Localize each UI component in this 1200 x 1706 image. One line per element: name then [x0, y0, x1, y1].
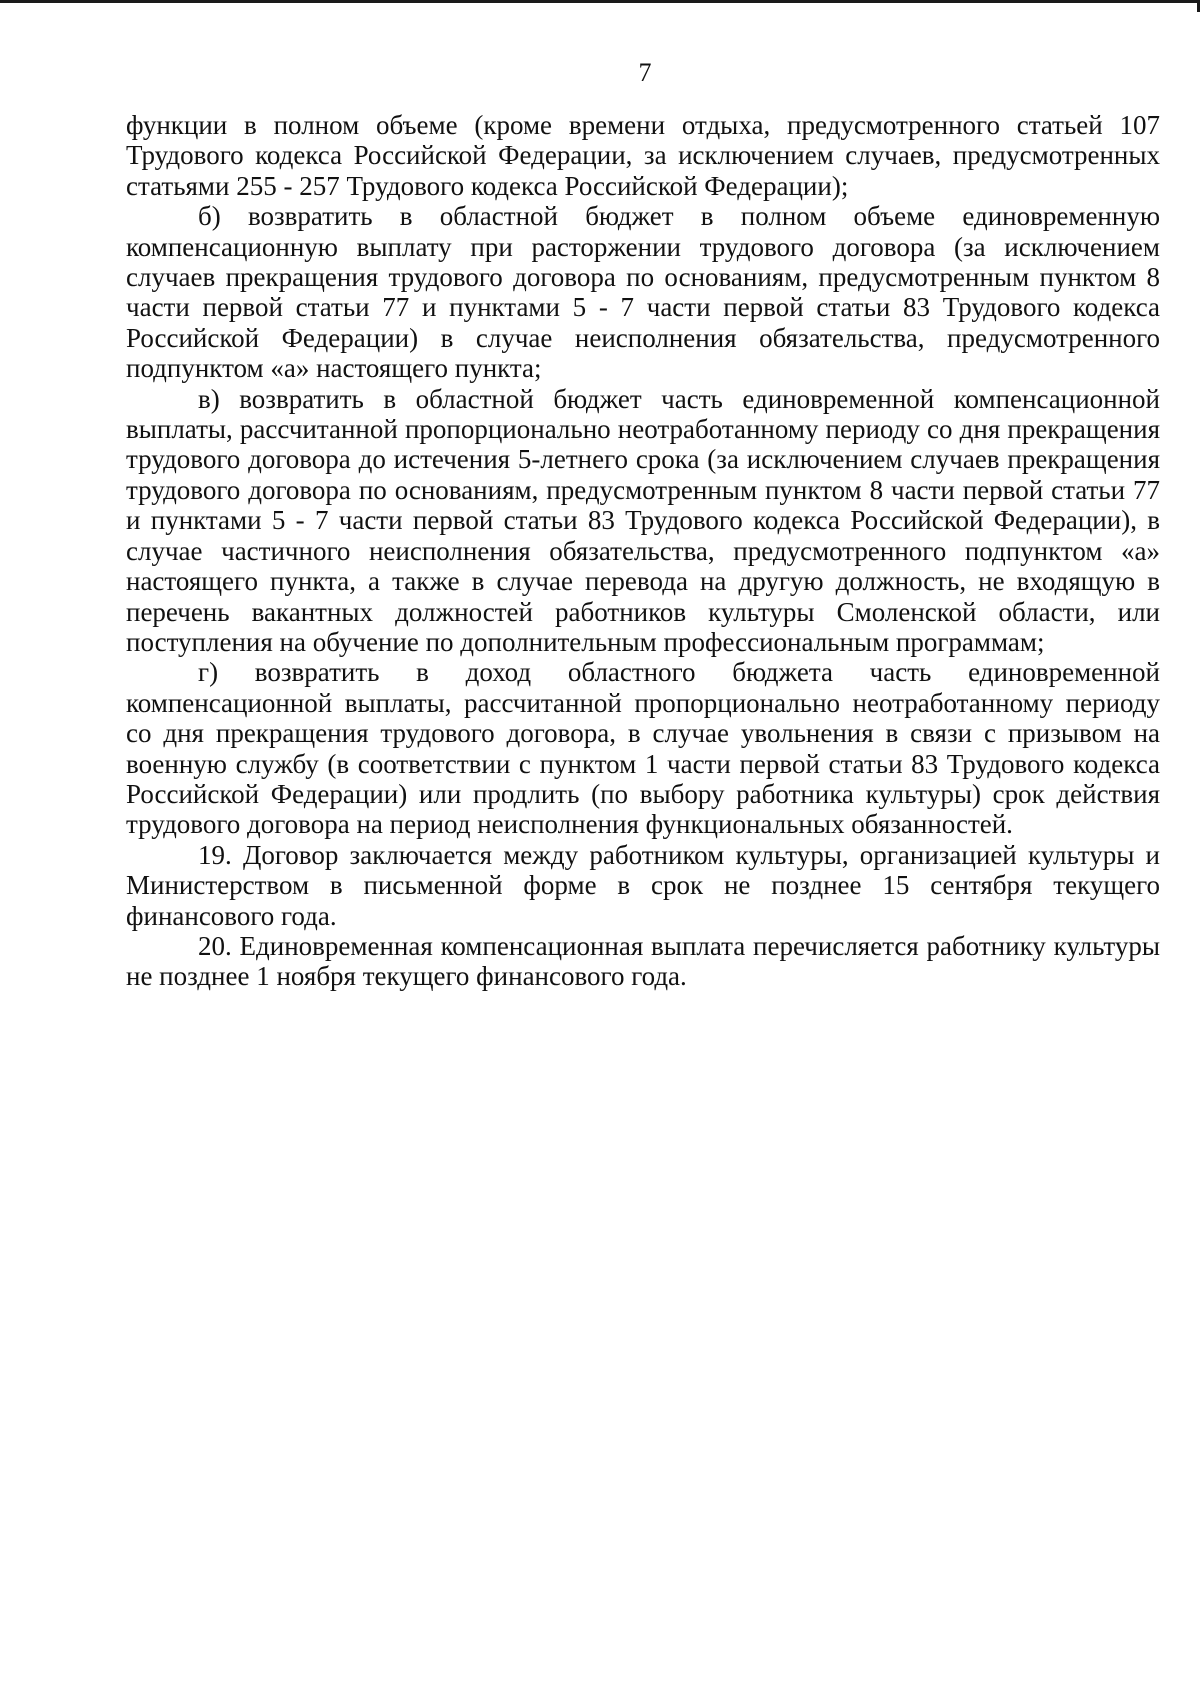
- paragraph-continuation: функции в полном объеме (кроме времени отдыха, предусмотренного статьей 107 Трудового кодекса Российской Федерации, за исключением случаев, предусмотренных статьями 255 - 257 Трудового кодекса Российской Федерации);: [126, 110, 1160, 201]
- page-number: 7: [638, 58, 652, 87]
- scan-top-edge: [0, 0, 1200, 3]
- paragraph-item-19: 19. Договор заключается между работником культуры, организацией культуры и Министерством в письменной форме в срок не позднее 15 сентября текущего финансового года.: [126, 839, 1160, 931]
- paragraph-subitem-b: б) возвратить в областной бюджет в полном объеме единовременную компенсационную выплату при расторжении трудового договора (за исключением случаев прекращения трудового договора по основаниям, предусмотренным пунктом 8 части первой статьи 77 и пунктами 5 - 7 части первой статьи 83 Трудового кодекса Российской Федерации) в случае неисполнения обязательства, предусмотренного подпунктом «а» настоящего пункта;: [126, 201, 1160, 384]
- paragraph-subitem-v: в) возвратить в областной бюджет часть единовременной компенсационной выплаты, рассчитанной пропорционально неотработанному периоду со дня прекращения трудового договора до истечения 5-летнего срока (за исключением случаев прекращения трудового договора по основаниям, предусмотренным пунктом 8 части первой статьи 77 и пунктами 5 - 7 части первой статьи 83 Трудового кодекса Российской Федерации), в случае частичного неисполнения обязательства, предусмотренного подпунктом «а» настоящего пункта, а также в случае перевода на другую должность, не входящую в перечень вакантных должностей работников культуры Смоленской области, или поступления на обучение по дополнительным профессиональным программам;: [126, 383, 1160, 657]
- document-body: [126, 110, 1160, 992]
- paragraph-item-20: 20. Единовременная компенсационная выплата перечисляется работнику культуры не позднее 1 ноября текущего финансового года.: [126, 930, 1160, 992]
- paragraph-subitem-g: г) возвратить в доход областного бюджета часть единовременной компенсационной выплаты, рассчитанной пропорционально неотработанному периоду со дня прекращения трудового договора, в случае увольнения в связи с призывом на военную службу (в соответствии с пунктом 1 части первой статьи 83 Трудового кодекса Российской Федерации) или продлить (по выбору работника культуры) срок действия трудового договора на период неисполнения функциональных обязанностей.: [126, 657, 1160, 840]
